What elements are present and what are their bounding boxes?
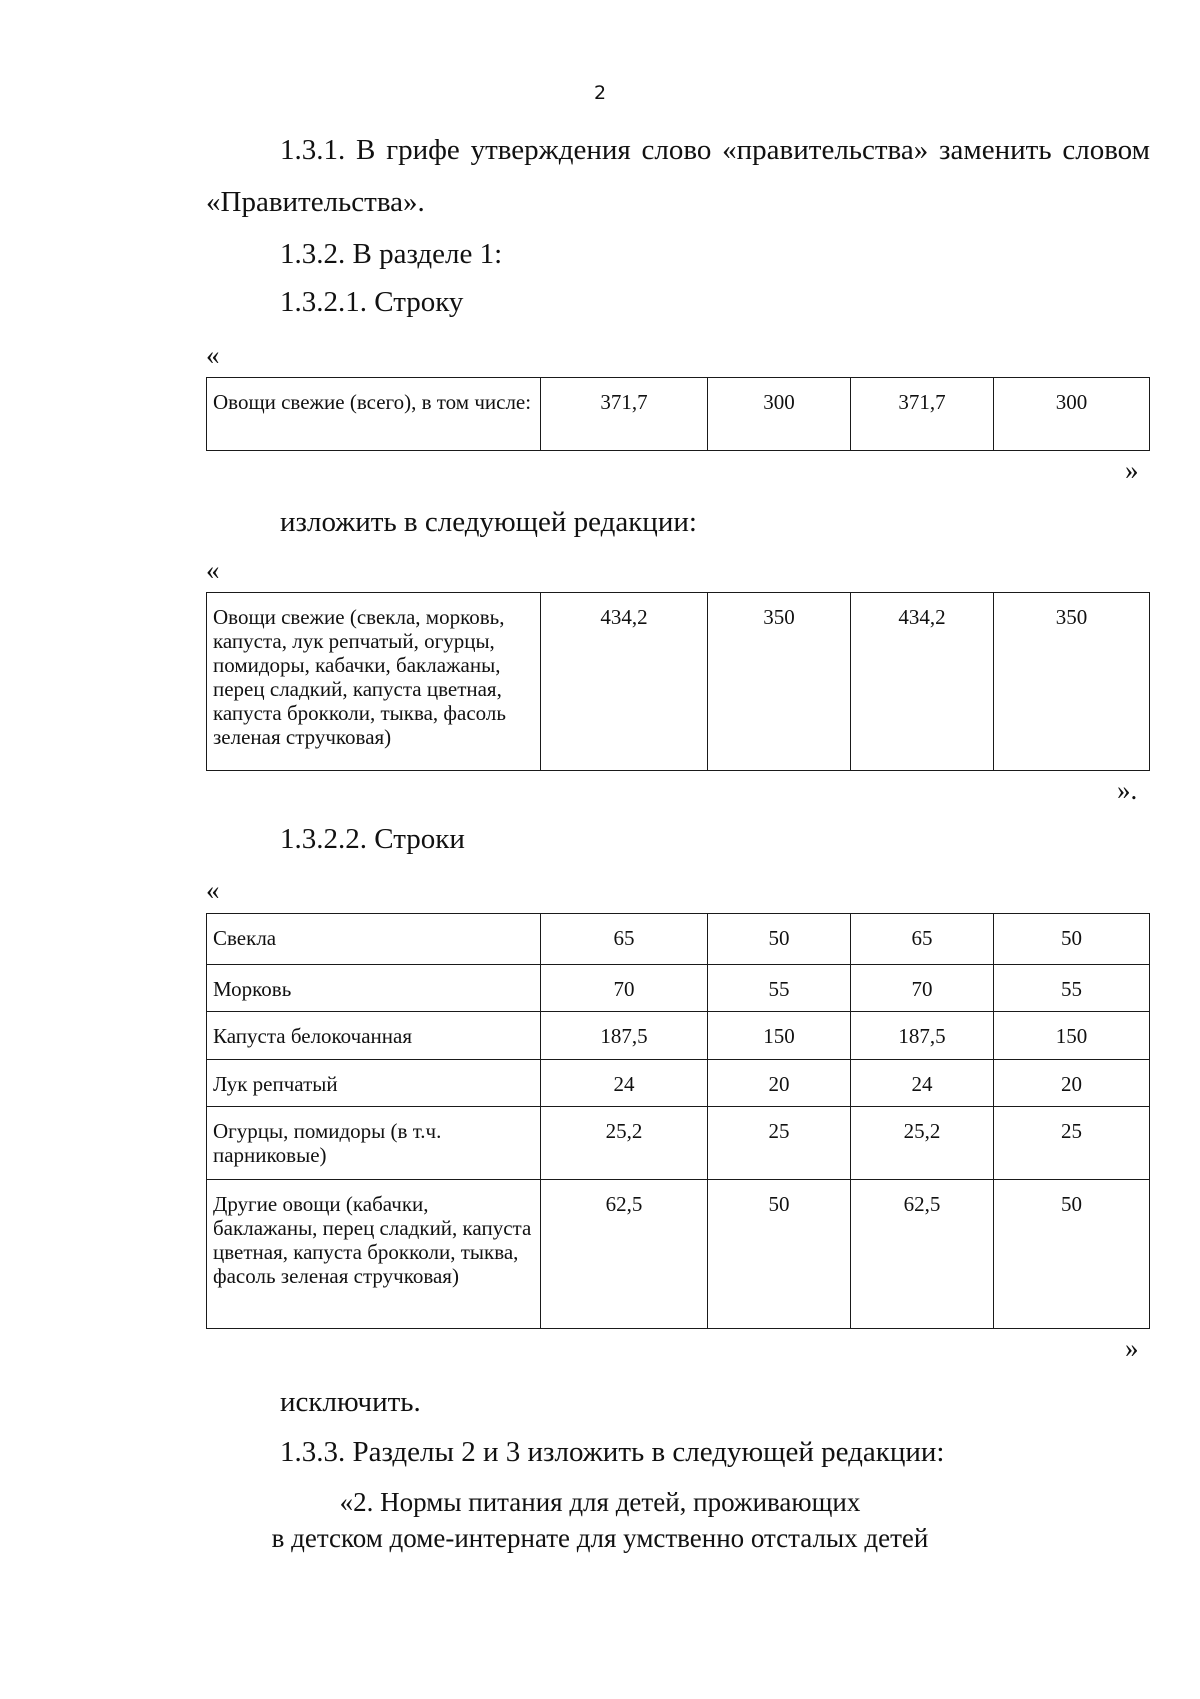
- value-cell: 25: [708, 1107, 851, 1180]
- table-row: [207, 1060, 1150, 1107]
- value-cell: 24: [541, 1060, 708, 1107]
- value-cell: 70: [851, 965, 994, 1012]
- value-cell: 24: [851, 1060, 994, 1107]
- value-cell: 187,5: [851, 1012, 994, 1060]
- value-cell: 50: [708, 914, 851, 965]
- table-row: [207, 914, 1150, 965]
- row-label: Капуста белокочанная: [207, 1012, 541, 1060]
- exclude-text: исключить.: [280, 1386, 421, 1418]
- row-label: Лук репчатый: [207, 1060, 541, 1107]
- quote-open-2: «: [206, 555, 220, 585]
- section-heading-line1: «2. Нормы питания для детей, проживающих: [339, 1487, 861, 1517]
- table-row: [207, 593, 1150, 771]
- value-cell: 20: [994, 1060, 1150, 1107]
- value-cell: 371,7: [851, 378, 994, 451]
- item-1-3-2: 1.3.2. В разделе 1:: [280, 238, 503, 270]
- value-cell: 62,5: [541, 1180, 708, 1329]
- item-1-3-2-1: 1.3.2.1. Строку: [280, 286, 464, 318]
- quote-close-1: »: [1125, 455, 1139, 485]
- value-cell: 371,7: [541, 378, 708, 451]
- item-1-3-3: 1.3.3. Разделы 2 и 3 изложить в следующей редакции:: [280, 1436, 945, 1468]
- value-cell: 55: [708, 965, 851, 1012]
- value-cell: 350: [708, 593, 851, 771]
- quote-close-3: »: [1125, 1333, 1139, 1363]
- value-cell: 70: [541, 965, 708, 1012]
- table-row: [207, 378, 1150, 451]
- value-cell: 300: [708, 378, 851, 451]
- value-cell: 20: [708, 1060, 851, 1107]
- row-label: Овощи свежие (свекла, морковь, капуста, лук репчатый, огурцы, помидоры, кабачки, баклажаны, перец сладкий, капуста цветная, капуста брокколи, тыква, фасоль зеленая стручковая): [207, 593, 541, 771]
- value-cell: 65: [541, 914, 708, 965]
- quote-close-2: ».: [1117, 775, 1138, 805]
- value-cell: 25: [994, 1107, 1150, 1180]
- row-label: Другие овощи (кабачки, баклажаны, перец сладкий, капуста цветная, капуста брокколи, тыква, фасоль зеленая стручковая): [207, 1180, 541, 1329]
- table-row: [207, 1107, 1150, 1180]
- page-number: 2: [593, 82, 607, 104]
- value-cell: 50: [994, 914, 1150, 965]
- value-cell: 300: [994, 378, 1150, 451]
- section-heading-line2: в детском доме-интернате для умственно отсталых детей: [271, 1523, 929, 1553]
- value-cell: 350: [994, 593, 1150, 771]
- row-label: Овощи свежие (всего), в том числе:: [207, 378, 541, 451]
- value-cell: 25,2: [851, 1107, 994, 1180]
- row-label: Свекла: [207, 914, 541, 965]
- value-cell: 25,2: [541, 1107, 708, 1180]
- replace-text: изложить в следующей редакции:: [280, 506, 697, 538]
- value-cell: 62,5: [851, 1180, 994, 1329]
- table-vegetables: [206, 913, 1150, 1329]
- value-cell: 50: [708, 1180, 851, 1329]
- item-1-3-1-line2: «Правительства».: [206, 186, 425, 218]
- table-row: [207, 1180, 1150, 1329]
- table-row: [207, 1012, 1150, 1060]
- quote-open-3: «: [206, 875, 220, 905]
- table-new-row: [206, 592, 1150, 771]
- value-cell: 187,5: [541, 1012, 708, 1060]
- table-row: [207, 965, 1150, 1012]
- row-label: Огурцы, помидоры (в т.ч. парниковые): [207, 1107, 541, 1180]
- value-cell: 50: [994, 1180, 1150, 1329]
- item-1-3-1-line1: 1.3.1. В грифе утверждения слово «правительства» заменить словом: [280, 134, 1150, 166]
- value-cell: 65: [851, 914, 994, 965]
- item-1-3-2-2: 1.3.2.2. Строки: [280, 823, 465, 855]
- value-cell: 55: [994, 965, 1150, 1012]
- value-cell: 150: [708, 1012, 851, 1060]
- row-label: Морковь: [207, 965, 541, 1012]
- value-cell: 434,2: [851, 593, 994, 771]
- quote-open-1: «: [206, 340, 220, 370]
- value-cell: 150: [994, 1012, 1150, 1060]
- table-old-row: [206, 377, 1150, 451]
- value-cell: 434,2: [541, 593, 708, 771]
